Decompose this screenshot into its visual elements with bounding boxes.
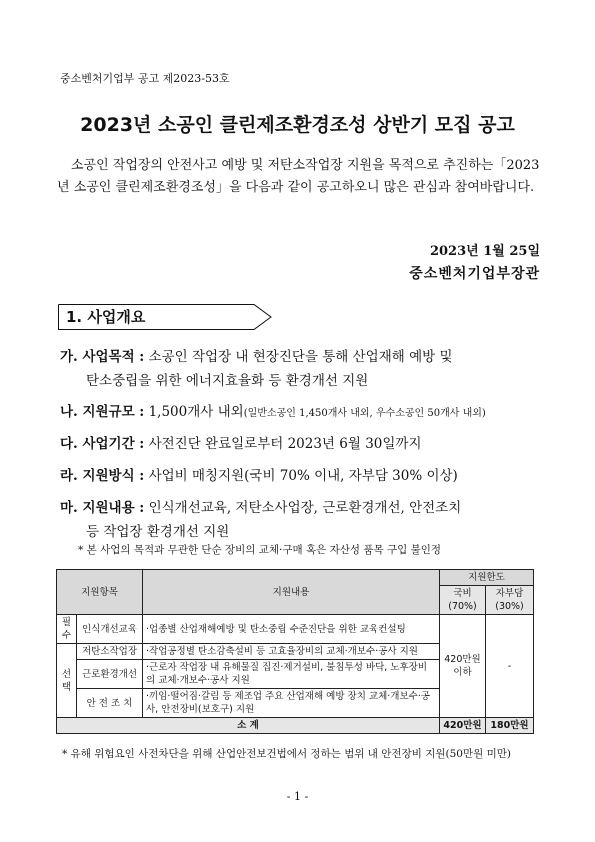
header-item: 지원항목 [57,570,143,615]
row-name: 근로환경개선 [77,660,143,689]
item-scale-detail: (일반소공인 1,450개사 내외, 우수소공인 50개사 내외) [243,408,486,419]
item-scale-value: 1,500개사 내외 [144,404,244,420]
page-title: 2023년 소공인 클린제조환경조성 상반기 모집 공고 [80,114,515,136]
notice-date: 2023년 1월 25일 [429,244,540,259]
header-self-label: 자부담 [495,588,524,599]
issuing-organization: 중소벤처기업부장관 [409,266,540,282]
item-content [60,496,545,544]
item-purpose-key: 가. 사업목적 : [60,349,145,365]
row-content: ·끼임·떨어짐·갈림 등 제조업 주요 산업재해 예방 장치 교체·개보수·공사, 안전장비(보호구) 지원 [143,689,440,718]
item-period-value: 사전진단 완료일로부터 2023년 6월 30일까지 [144,436,422,452]
row-name: 인식개선교육 [77,615,143,644]
row-content: ·근로자 작업장 내 유해물질 집진·제거설비, 불침투성 바닥, 노후장비의 교체·개보수·공사 지원 [143,660,440,689]
header-limit: 지원한도 [440,570,534,586]
item-purpose-line2: 탄소중립을 위한 에너지효율화 등 환경개선 지원 [86,373,369,389]
item-method [60,464,545,488]
sum-self: 180만원 [486,718,534,734]
table-header-row [57,570,534,586]
note-safety-equipment: * 유해 위험요인 사전차단을 위해 산업안전보건법에서 정하는 범위 내 안전장비 지원(50만원 미만) [62,748,511,760]
header-gov [440,586,486,615]
header-self-pct: (30%) [495,601,524,612]
item-method-value: 사업비 매칭지원(국비 70% 이내, 자부담 30% 이상) [144,468,458,484]
header-content: 지원내용 [143,570,440,615]
row-name: 안 전 조 치 [77,689,143,718]
sum-label: 소 계 [57,718,440,734]
header-gov-label: 국비 [453,588,472,599]
support-table [56,569,534,734]
row-content: ·업종별 산업재해예방 및 탄소중립 수준진단을 위한 교육컨설팅 [143,615,440,644]
notice-reference: 중소벤처기업부 공고 제2023-53호 [60,72,230,85]
table-row [57,615,534,644]
item-purpose-line1: 소공인 작업장 내 현장진단을 통해 산업재해 예방 및 [144,349,453,365]
sum-gov: 420만원 [440,718,486,734]
section-heading: 1. 사업개요 [66,308,146,326]
section-heading-box [58,304,270,328]
intro-text: 소공인 작업장의 안전사고 예방 및 저탄소작업장 지원을 목적으로 추진하는「2023년 소공인 클린제조환경조성」을 다음과 같이 공고하오니 많은 관심과 참여바랍니다. [57,158,540,195]
item-scale [60,400,545,426]
item-content-line1: 인식개선교육, 저탄소사업장, 근로환경개선, 안전조치 [144,500,462,516]
note-equipment-exclusion: * 본 사업의 목적과 무관한 단순 장비의 교체·구매 혹은 자산성 품목 구입 불인정 [78,544,442,556]
item-purpose [60,345,545,393]
header-self [486,586,534,615]
item-period-key: 다. 사업기간 : [60,436,145,452]
item-content-key: 마. 지원내용 : [60,500,145,516]
table-sum-row [57,718,534,734]
item-period [60,432,545,456]
row-content: ·작업공정별 탄소감축설비 등 고효율장비의 교체·개보수·공사 지원 [143,644,440,660]
item-scale-key: 나. 지원규모 : [60,404,145,420]
selective-label: 선택 [57,644,77,718]
item-method-key: 라. 지원방식 : [60,468,145,484]
limit-gov: 420만원 이하 [440,615,486,718]
item-content-line2: 등 작업장 환경개선 지원 [86,524,230,540]
page-number: - 1 - [286,790,309,803]
row-name: 저탄소작업장 [77,644,143,660]
intro-paragraph [57,155,547,199]
required-label: 필수 [57,615,77,644]
header-gov-pct: (70%) [448,601,477,612]
limit-self: - [486,615,534,718]
